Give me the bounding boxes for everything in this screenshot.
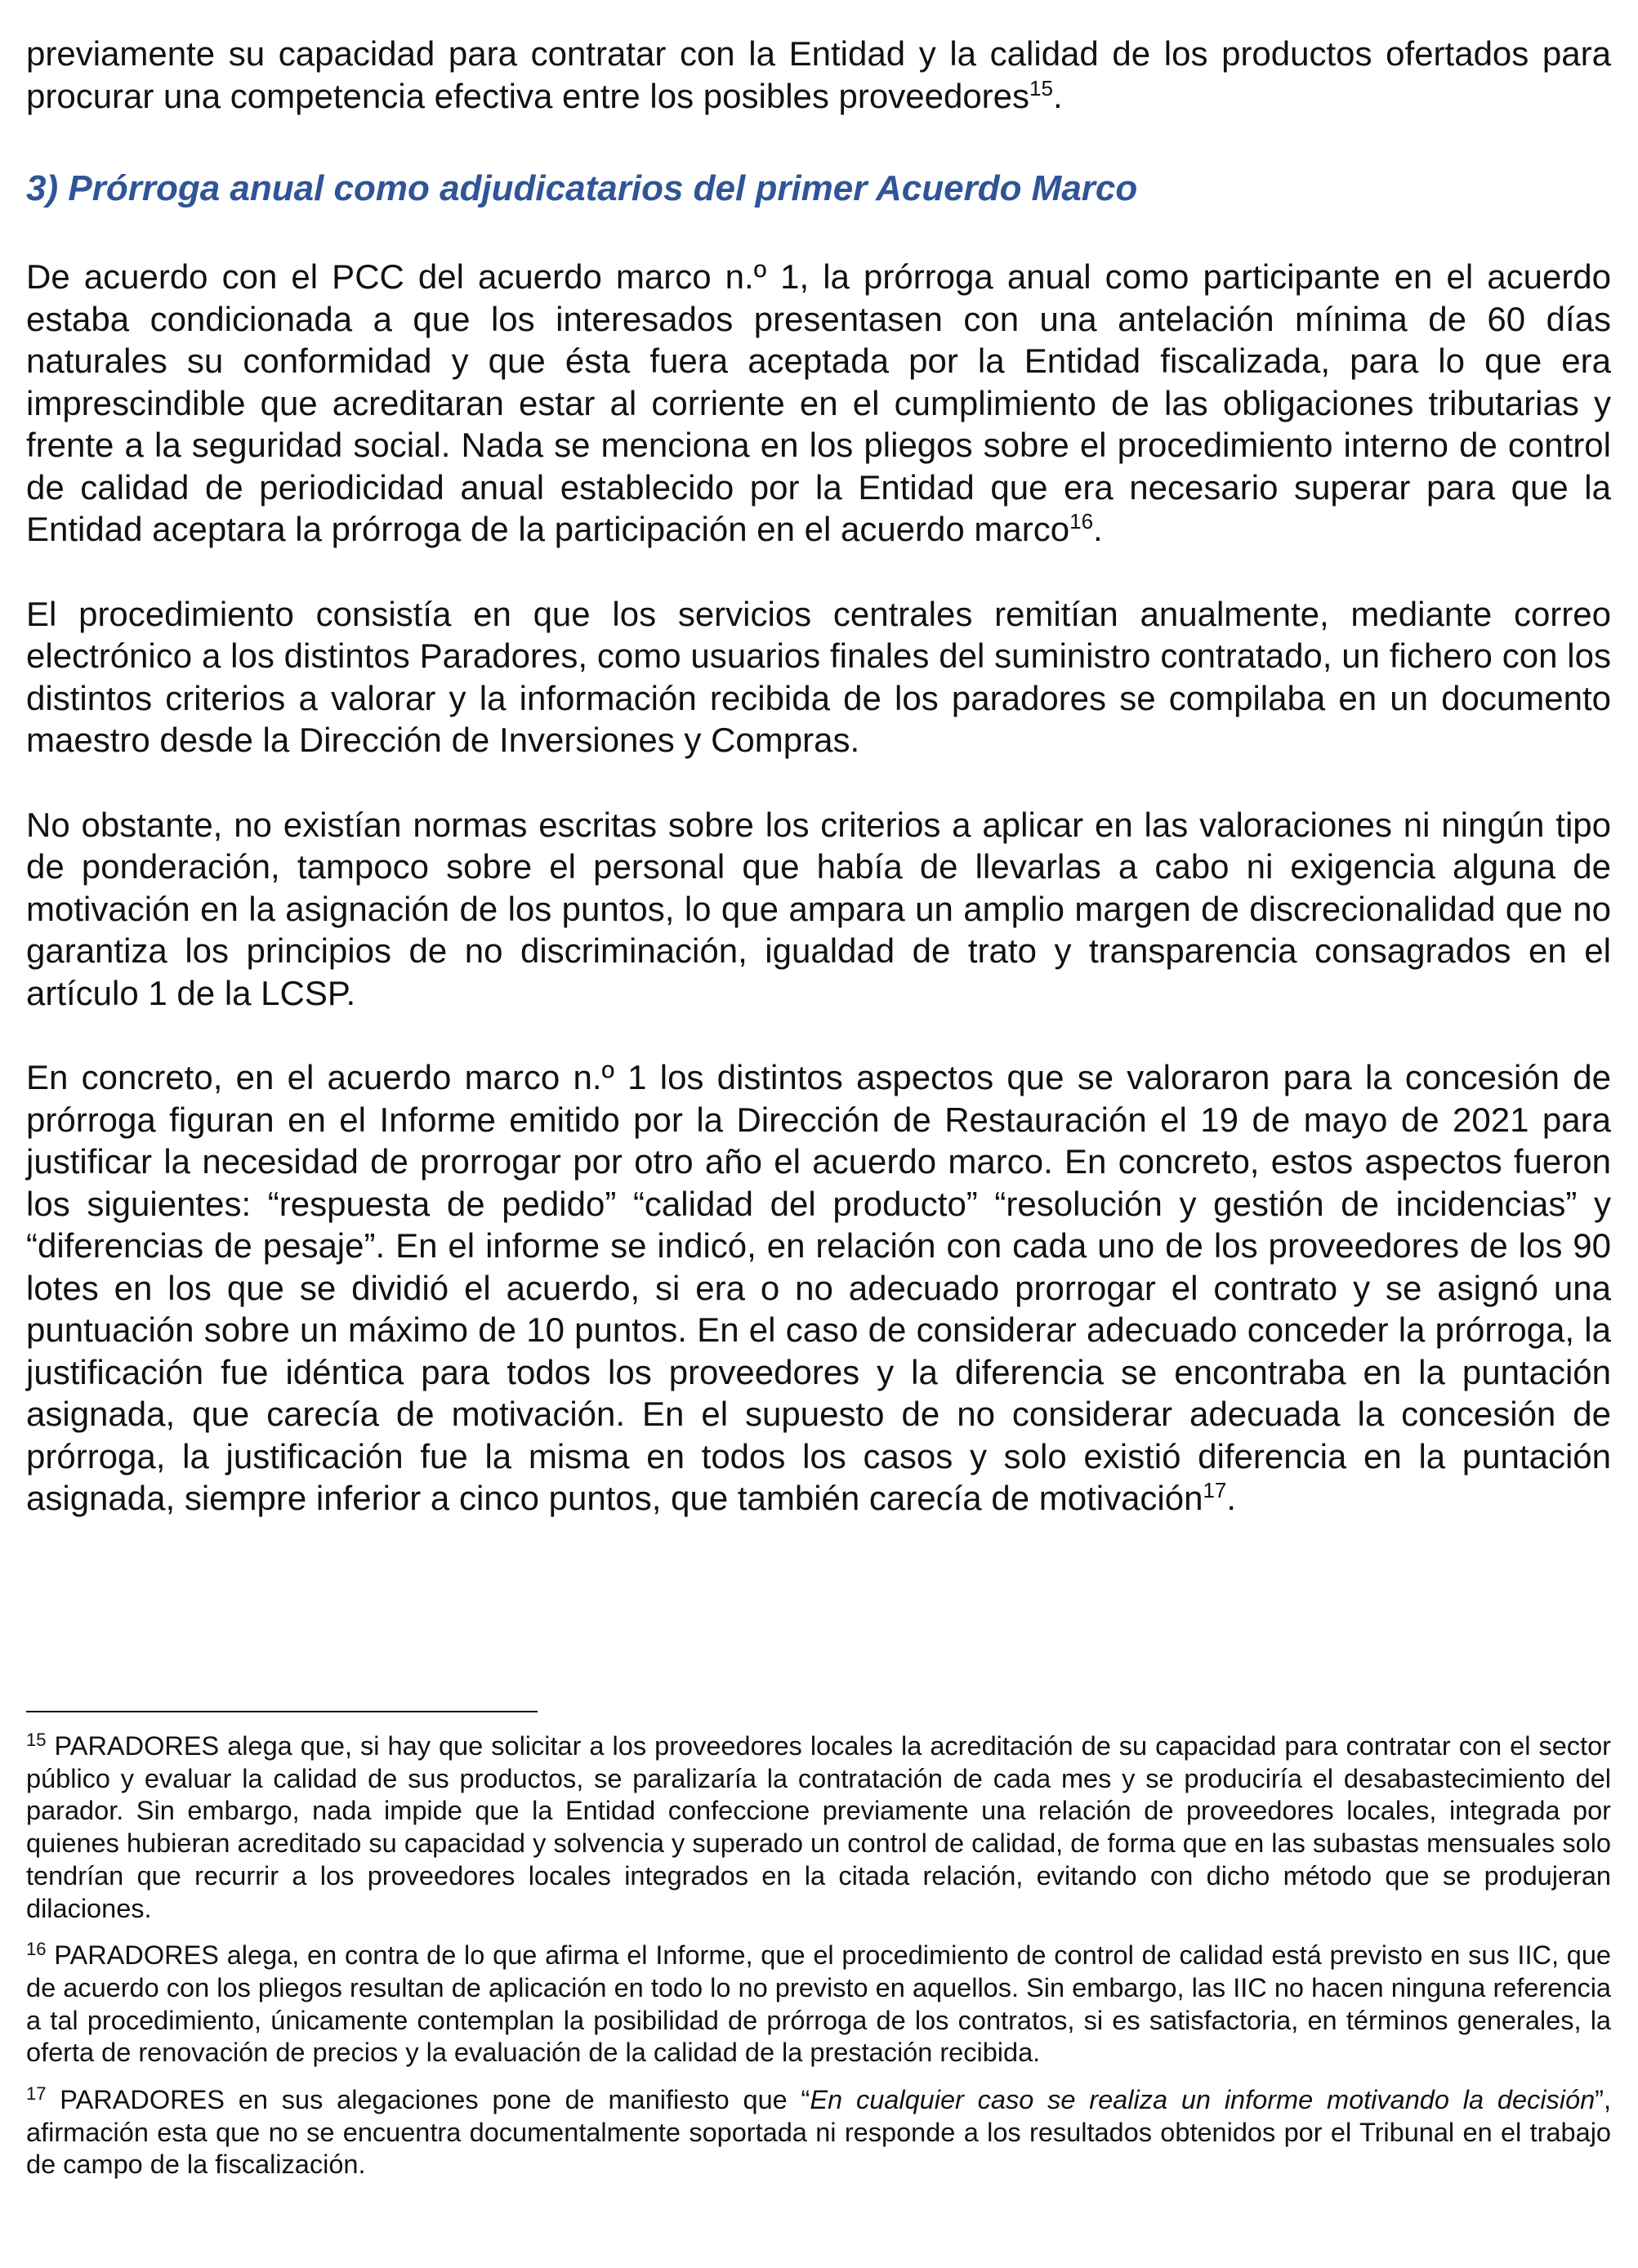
footnote-15 <box>26 1730 1611 1925</box>
footnote-ref-16[interactable]: 16 <box>1069 509 1094 534</box>
paragraph-4 <box>26 1056 1611 1520</box>
paragraph-3: No obstante, no existían normas escritas sobre los criterios a aplicar en las valoraciones ni ningún tipo de ponderación, tampoco sobre el personal que había de llevarlas a cabo ni exigencia alguna de motivación en la asignación de los puntos, lo que ampara un amplio margen de discrecionalidad que no garantiza los principios de no discriminación, igualdad de trato y transparencia consagrados en el artículo 1 de la LCSP. <box>26 805 1611 1012</box>
paragraph-2: El procedimiento consistía en que los servicios centrales remitían anualmente, mediante correo electrónico a los distintos Paradores, como usuarios finales del suministro contratado, un fichero con los distintos criterios a valorar y la información recibida de los paradores se compilaba en un documento maestro desde la Dirección de Inversiones y Compras. <box>26 594 1611 759</box>
footnote-ref-17[interactable]: 17 <box>1203 1478 1227 1502</box>
footnote-15-number: 15 <box>26 1730 47 1750</box>
footnote-separator <box>26 1711 538 1712</box>
footnote-ref-15[interactable]: 15 <box>1029 75 1053 100</box>
footnote-16-text: PARADORES alega, en contra de lo que afirma el Informe, que el procedimiento de control de calidad está previsto en sus IIC, que de acuerdo con los pliegos resultan de aplicación en todo lo no previsto en aquellos. Sin embargo, las IIC no hacen ninguna referencia a tal procedimiento, únicamente contemplan la posibilidad de prórroga de los contratos, si es satisfactoria, en términos generales, la oferta de renovación de precios y la evaluación de la calidad de la prestación recibida. <box>26 1940 1611 2068</box>
footnote-15-text: PARADORES alega que, si hay que solicitar a los proveedores locales la acreditación de su capacidad para contratar con el sector público y evaluar la calidad de sus productos, se paralizaría la contratación de cada mes y se produciría el desabastecimiento del parador. Sin embargo, nada impide que la Entidad confeccione previamente una relación de proveedores locales, integrada por quienes hubieran acreditado su capacidad y solvencia y superado un control de calidad, de forma que en las subastas mensuales solo tendrían que recurrir a los proveedores locales integrados en la citada relación, evitando con dicho método que se produjeran dilaciones. <box>26 1731 1611 1923</box>
paragraph-4-tail: . <box>1226 1479 1237 1517</box>
intro-paragraph <box>26 33 1611 117</box>
footnote-17-after: ”, afirmación esta que no se encuentra documentalmente soportada ni responde a los resultados obtenidos por el Tribunal en el trabajo de campo de la fiscalización. <box>26 2085 1611 2180</box>
section-heading: 3) Prórroga anual como adjudicatarios del primer Acuerdo Marco <box>26 168 1138 208</box>
paragraph-1-text: De acuerdo con el PCC del acuerdo marco n.º 1, la prórroga anual como participante en el acuerdo estaba condicionada a que los interesados presentasen con una antelación mínima de 60 días naturales su conformidad y que ésta fuera aceptada por la Entidad fiscalizada, para lo que era imprescindible que acreditaran estar al corriente en el cumplimiento de las obligaciones tributarias y frente a la seguridad social. Nada se menciona en los pliegos sobre el procedimiento interno de control de calidad de periodicidad anual establecido por la Entidad que era necesario superar para que la Entidad aceptara la prórroga de la participación en el acuerdo marco <box>26 257 1611 548</box>
footnote-17 <box>26 2084 1611 2181</box>
footnote-17-before: PARADORES en sus alegaciones pone de manifiesto que “ <box>46 2085 810 2115</box>
intro-text: previamente su capacidad para contratar con la Entidad y la calidad de los productos ofertados para procurar una competencia efectiva entre los posibles proveedores <box>26 34 1611 115</box>
footnote-16-number: 16 <box>26 1939 47 1960</box>
document-body <box>26 33 1611 1520</box>
paragraph-1-tail: . <box>1093 510 1103 548</box>
paragraph-1 <box>26 256 1611 551</box>
footnote-16 <box>26 1940 1611 2069</box>
paragraph-4-text: En concreto, en el acuerdo marco n.º 1 los distintos aspectos que se valoraron para la concesión de prórroga figuran en el Informe emitido por la Dirección de Restauración el 19 de mayo de 2021 para justificar la necesidad de prorrogar por otro año el acuerdo marco. En concreto, estos aspectos fueron los siguientes: “respuesta de pedido” “calidad del producto” “resolución y gestión de incidencias” y “diferencias de pesaje”. En el informe se indicó, en relación con cada uno de los proveedores de los 90 lotes en los que se dividió el acuerdo, si era o no adecuado prorrogar el contrato y se asignó una puntuación sobre un máximo de 10 puntos. En el caso de considerar adecuado conceder la prórroga, la justificación fue idéntica para todos los proveedores y la diferencia se encontraba en la puntación asignada, que carecía de motivación. En el supuesto de no considerar adecuada la concesión de prórroga, la justificación fue la misma en todos los casos y solo existió diferencia en la puntación asignada, siempre inferior a cinco puntos, que también carecía de motivación <box>26 1058 1611 1517</box>
intro-tail: . <box>1052 76 1063 115</box>
footnotes <box>26 1730 1611 2181</box>
footnote-17-number: 17 <box>26 2083 47 2105</box>
footnote-17-quote: En cualquier caso se realiza un informe motivando la decisión <box>810 2085 1596 2115</box>
